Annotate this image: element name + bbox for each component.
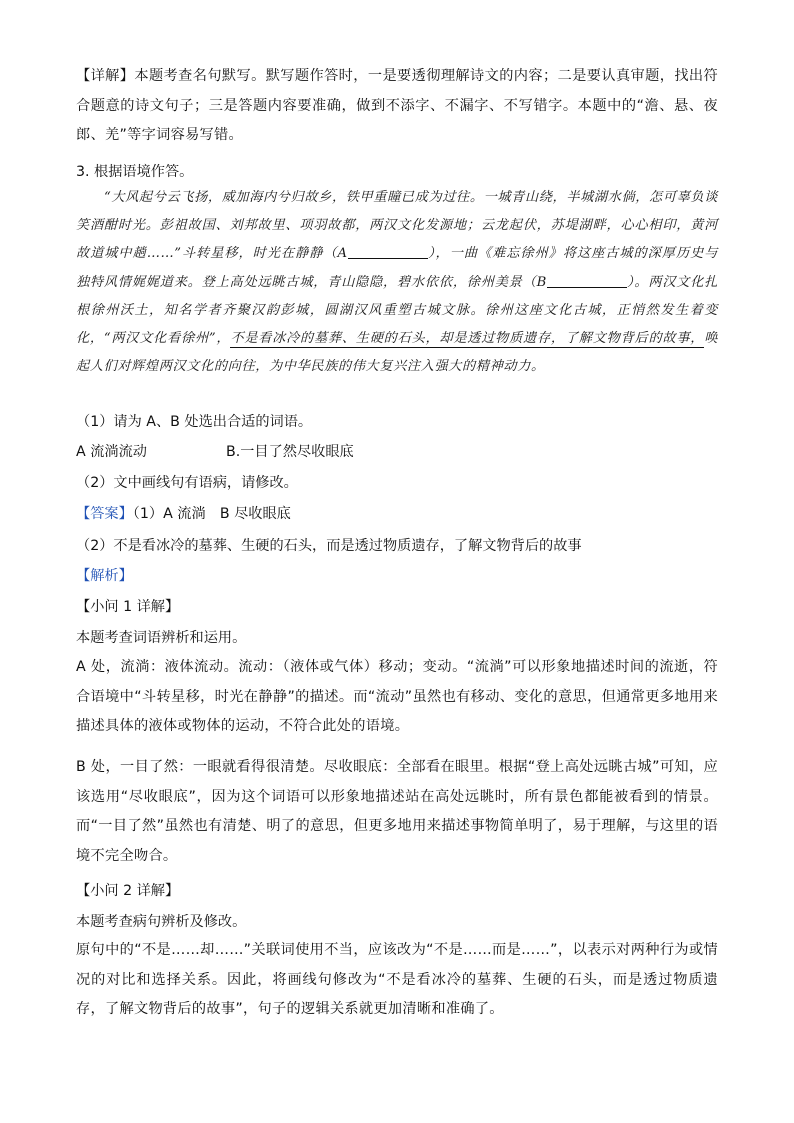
answer-line-2: （2）不是看冰冷的墓葬、生硬的石头，而是透过物质遗存，了解文物背后的故事 (76, 538, 582, 554)
option-b: B.一目了然尽收眼底 (226, 444, 354, 460)
analysis-tag: 【解析】 (76, 568, 133, 584)
underlined-sentence: 不是看冰冷的墓葬、生硬的石头，却是透过物质遗存，了解文物背后的故事， (230, 331, 705, 347)
blank-b[interactable] (547, 273, 627, 288)
blank-a[interactable] (348, 244, 428, 259)
sub2-intro: 本题考查病句辨析及修改。 (76, 914, 247, 930)
sub-question-2: （2）文中画线句有语病，请修改。 (76, 475, 298, 491)
sub2-paragraph: 原句中的“不是……却……”关联词使用不当，应该改为“不是……而是……”，以表示对两种行为或情况的对比和选择关系。因此，将画线句修改为“不是看冰冷的墓葬、生硬的石头，而是透过物质遗存，了解文物背后的故事”，句子的逻辑关系就更加清晰和准确了。 (76, 942, 718, 1017)
sub-question-1: （1）请为 A、B 处选出合适的词语。 (76, 414, 313, 430)
passage-part-2: ），一曲《难忘徐州》将这座古城的深厚历史与独特风情娓娓道来。登上高处远眺古城，青山隐隐，碧水依依，徐州美景（B (76, 246, 719, 290)
answer-tag: 【答案】 (76, 506, 133, 522)
detail-intro-paragraph: 【详解】本题考查名句默写。默写题作答时，一是要透彻理解诗文的内容；二是要认真审题，找出符合题意的诗文句子；三是答题内容要准确，做到不添字、不漏字、不写错字。本题中的“澹、悬、夜郎、羌”等字词容易写错。 (76, 68, 718, 143)
sub1-paragraph-b: B 处，一目了然：一眼就看得很清楚。尽收眼底：全部看在眼里。根据“登上高处远眺古城”可知，应该选用“尽收眼底”，因为这个词语可以形象地描述站在高处远眺时，所有景色都能被看到的情景。而“一目了然”虽然也有清楚、明了的意思，但更多地用来描述事物简单明了，易于理解，与这里的语境不完全吻合。 (76, 759, 718, 864)
passage-part-3: ）。两汉文化扎根徐州沃土，知名学者齐聚汉韵彭城，圆湖汉风重塑古城文脉。徐州这座文化古城，正悄然发生着变化，“两汉文化看徐州”， (76, 274, 718, 347)
passage-part-4: 唤起人们对辉煌两汉文化的向往，为中华民族的伟大复兴注入强大的精神动力。 (76, 331, 718, 375)
sub1-title: 【小问 1 详解】 (76, 599, 180, 615)
answer-line-1 (76, 504, 726, 524)
sub1-paragraph-a: A 处，流淌：液体流动。流动：（液体或气体）移动；变动。“流淌”可以形象地描述时间的流逝，符合语境中“斗转星移，时光在静静”的描述。而“流动”虽然也有移动、变化的意思，但通常更多地用来描述具体的液体或物体的运动，不符合此处的语境。 (76, 659, 718, 734)
option-a: A 流淌流动 (76, 444, 147, 460)
question-3-title: 3. 根据语境作答。 (76, 164, 194, 180)
options-row (76, 442, 726, 462)
passage-part-1: “大风起兮云飞扬，威加海内兮归故乡，铁甲重瞳已成为过往。一城青山绕，半城湖水倘，怎可辜负谈笑酒酣时光。彭祖故国、刘邦故里、项羽故都，两汉文化发源地；云龙起伏，苏堤湖畔，心心相印，黄河故道城中趟……”斗转星移，时光在静静（A (76, 190, 718, 262)
answer-text-1: （1）A 流淌 B 尽收眼底 (132, 506, 291, 522)
sub2-title: 【小问 2 详解】 (76, 883, 180, 899)
sub1-intro: 本题考查词语辨析和运用。 (76, 630, 247, 646)
reading-passage (76, 184, 718, 381)
